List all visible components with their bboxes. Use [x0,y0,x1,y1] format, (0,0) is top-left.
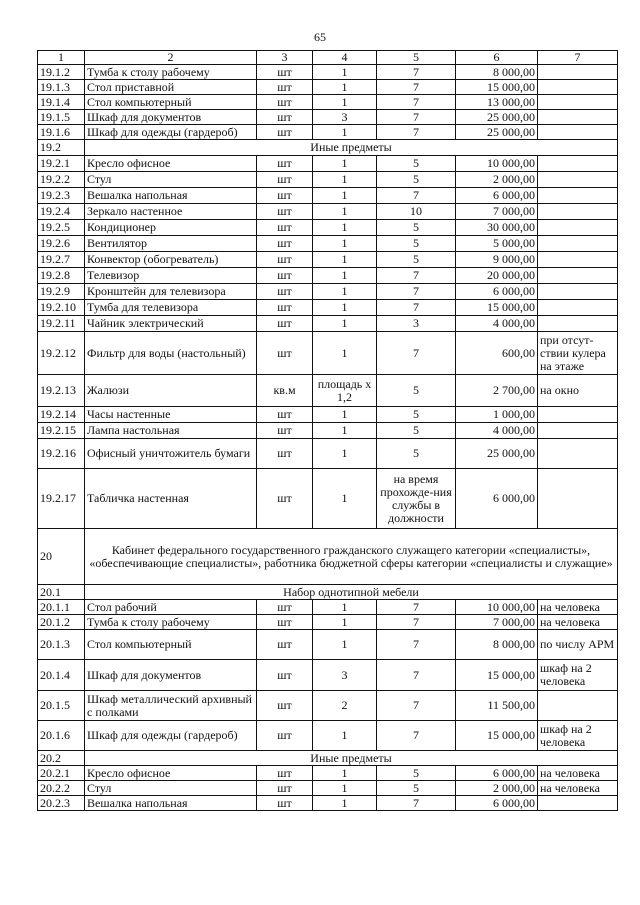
service-life-cell: 7 [377,65,456,80]
service-life-cell: 10 [377,204,456,220]
quantity-cell: 1 [313,332,377,375]
note-cell: на человека [538,615,618,630]
header-cell-6: 6 [456,51,538,65]
table-row [38,407,618,423]
price-cell: 4 000,00 [456,423,538,439]
item-number-cell: 19.2.10 [38,300,85,316]
section-title: Иные предметы [85,751,618,766]
price-cell: 7 000,00 [456,615,538,630]
service-life-cell: 5 [377,220,456,236]
price-cell: 15 000,00 [456,660,538,691]
section-header-row [38,751,618,766]
item-name-cell: Шкаф металлический архивный с полками [85,691,257,721]
category-header-row [38,529,618,585]
service-life-cell: 5 [377,766,456,781]
item-number-cell: 19.2.11 [38,316,85,332]
table-row [38,156,618,172]
note-cell [538,188,618,204]
unit-cell: шт [257,252,313,268]
service-life-cell: 7 [377,268,456,284]
item-number-cell: 20.1.6 [38,721,85,751]
quantity-cell: 1 [313,236,377,252]
quantity-cell: 3 [313,660,377,691]
quantity-cell: 1 [313,469,377,529]
table-row [38,439,618,469]
section-title: Кабинет федерального государственного гражданского служащего категории «специалисты», «обеспечивающие специалисты», работника бюджетной сферы категории «специалисты и служащие» [85,529,618,585]
item-number-cell: 20.2.2 [38,781,85,796]
item-number-cell: 19.2.1 [38,156,85,172]
item-name-cell: Офисный уничтожитель бумаги [85,439,257,469]
item-name-cell: Стул [85,781,257,796]
table-row [38,660,618,691]
unit-cell: шт [257,65,313,80]
header-row [38,51,618,65]
note-cell [538,284,618,300]
item-name-cell: Конвектор (обогреватель) [85,252,257,268]
item-number-cell: 20.1.4 [38,660,85,691]
service-life-cell: 7 [377,284,456,300]
service-life-cell: 7 [377,721,456,751]
unit-cell: шт [257,156,313,172]
section-title: Набор однотипной мебели [85,585,618,600]
note-cell [538,252,618,268]
service-life-cell: 7 [377,80,456,95]
price-cell: 5 000,00 [456,236,538,252]
service-life-cell: 5 [377,156,456,172]
note-cell [538,268,618,284]
item-number-cell: 19.2.13 [38,375,85,407]
price-cell: 2 700,00 [456,375,538,407]
table-row [38,204,618,220]
table-row [38,766,618,781]
item-number-cell: 20.1.5 [38,691,85,721]
price-cell: 600,00 [456,332,538,375]
table-row [38,80,618,95]
item-name-cell: Кресло офисное [85,766,257,781]
item-number-cell: 19.2.6 [38,236,85,252]
table-row [38,781,618,796]
unit-cell: шт [257,721,313,751]
price-cell: 4 000,00 [456,316,538,332]
service-life-cell: 5 [377,423,456,439]
quantity-cell: 1 [313,600,377,615]
quantity-cell: 1 [313,125,377,140]
item-name-cell: Вентилятор [85,236,257,252]
price-cell: 25 000,00 [456,110,538,125]
unit-cell: шт [257,268,313,284]
unit-cell: шт [257,691,313,721]
quantity-cell: 1 [313,630,377,660]
item-name-cell: Зеркало настенное [85,204,257,220]
table-row [38,721,618,751]
table-row [38,615,618,630]
price-cell: 6 000,00 [456,469,538,529]
unit-cell: шт [257,220,313,236]
price-cell: 10 000,00 [456,600,538,615]
table-row [38,630,618,660]
price-cell: 15 000,00 [456,300,538,316]
quantity-cell: 1 [313,721,377,751]
item-name-cell: Кресло офисное [85,156,257,172]
furniture-norms-table [37,50,618,811]
quantity-cell: 1 [313,407,377,423]
table-row [38,125,618,140]
quantity-cell: 1 [313,95,377,110]
header-cell-7: 7 [538,51,618,65]
note-cell [538,220,618,236]
header-cell-2: 2 [85,51,257,65]
item-name-cell: Вешалка напольная [85,796,257,811]
item-name-cell: Фильтр для воды (настольный) [85,332,257,375]
table-row [38,332,618,375]
item-name-cell: Шкаф для документов [85,660,257,691]
unit-cell: шт [257,80,313,95]
table-row [38,252,618,268]
item-name-cell: Шкаф для одежды (гардероб) [85,721,257,751]
service-life-cell: 5 [377,439,456,469]
note-cell [538,204,618,220]
unit-cell: шт [257,204,313,220]
note-cell [538,691,618,721]
unit-cell: шт [257,236,313,252]
note-cell: на человека [538,600,618,615]
table-row [38,65,618,80]
note-cell [538,796,618,811]
quantity-cell: 1 [313,316,377,332]
item-name-cell: Стул [85,172,257,188]
price-cell: 6 000,00 [456,284,538,300]
price-cell: 6 000,00 [456,188,538,204]
note-cell [538,80,618,95]
item-name-cell: Телевизор [85,268,257,284]
unit-cell: шт [257,407,313,423]
quantity-cell: 1 [313,439,377,469]
service-life-cell: 7 [377,300,456,316]
table-row [38,375,618,407]
item-number-cell: 19.2.2 [38,172,85,188]
section-title: Иные предметы [85,140,618,156]
quantity-cell: 1 [313,80,377,95]
unit-cell: шт [257,95,313,110]
item-number-cell: 20.2.3 [38,796,85,811]
item-name-cell: Стол компьютерный [85,95,257,110]
item-number-cell: 19.2.15 [38,423,85,439]
quantity-cell: 1 [313,268,377,284]
note-cell [538,65,618,80]
service-life-cell: 7 [377,615,456,630]
table-row [38,300,618,316]
section-number: 19.2 [38,140,85,156]
unit-cell: шт [257,332,313,375]
quantity-cell: 2 [313,691,377,721]
price-cell: 6 000,00 [456,796,538,811]
item-number-cell: 19.1.4 [38,95,85,110]
section-header-row [38,585,618,600]
item-name-cell: Табличка настенная [85,469,257,529]
unit-cell: шт [257,796,313,811]
quantity-cell: 1 [313,781,377,796]
service-life-cell: 7 [377,188,456,204]
price-cell: 20 000,00 [456,268,538,284]
item-number-cell: 19.2.3 [38,188,85,204]
service-life-cell: 5 [377,375,456,407]
quantity-cell: 1 [313,188,377,204]
unit-cell: шт [257,660,313,691]
header-cell-3: 3 [257,51,313,65]
table-row [38,188,618,204]
note-cell [538,300,618,316]
item-name-cell: Лампа настольная [85,423,257,439]
service-life-cell: 7 [377,110,456,125]
quantity-cell: 1 [313,766,377,781]
note-cell [538,156,618,172]
note-cell [538,95,618,110]
table-row [38,268,618,284]
section-number: 20.2 [38,751,85,766]
service-life-cell: 5 [377,236,456,252]
item-name-cell: Тумба для телевизора [85,300,257,316]
price-cell: 15 000,00 [456,721,538,751]
table-row [38,284,618,300]
unit-cell: шт [257,125,313,140]
unit-cell: шт [257,766,313,781]
note-cell [538,423,618,439]
item-number-cell: 19.2.17 [38,469,85,529]
note-cell [538,439,618,469]
unit-cell: шт [257,600,313,615]
item-name-cell: Тумба к столу рабочему [85,65,257,80]
price-cell: 7 000,00 [456,204,538,220]
service-life-cell: 3 [377,316,456,332]
unit-cell: шт [257,110,313,125]
note-cell [538,407,618,423]
price-cell: 10 000,00 [456,156,538,172]
quantity-cell: площадь х 1,2 [313,375,377,407]
quantity-cell: 1 [313,220,377,236]
price-cell: 25 000,00 [456,439,538,469]
unit-cell: шт [257,300,313,316]
item-number-cell: 19.2.14 [38,407,85,423]
note-cell: на человека [538,766,618,781]
item-name-cell: Стол компьютерный [85,630,257,660]
unit-cell: шт [257,630,313,660]
section-header-row [38,140,618,156]
service-life-cell: 7 [377,660,456,691]
unit-cell: шт [257,439,313,469]
item-name-cell: Шкаф для одежды (гардероб) [85,125,257,140]
item-number-cell: 19.1.2 [38,65,85,80]
table-row [38,172,618,188]
table-row [38,469,618,529]
service-life-cell: 7 [377,332,456,375]
table-row [38,95,618,110]
section-number: 20.1 [38,585,85,600]
unit-cell: кв.м [257,375,313,407]
note-cell: на окно [538,375,618,407]
page-number: 65 [314,30,326,44]
note-cell: при отсут-ствии кулера на этаже [538,332,618,375]
unit-cell: шт [257,316,313,332]
item-number-cell: 19.2.9 [38,284,85,300]
note-cell: по числу АРМ [538,630,618,660]
quantity-cell: 1 [313,204,377,220]
table-row [38,796,618,811]
note-cell: шкаф на 2 человека [538,660,618,691]
price-cell: 2 000,00 [456,781,538,796]
unit-cell: шт [257,423,313,439]
service-life-cell: 7 [377,95,456,110]
quantity-cell: 1 [313,615,377,630]
price-cell: 25 000,00 [456,125,538,140]
quantity-cell: 1 [313,156,377,172]
note-cell [538,236,618,252]
item-name-cell: Стол рабочий [85,600,257,615]
note-cell [538,110,618,125]
unit-cell: шт [257,781,313,796]
price-cell: 1 000,00 [456,407,538,423]
quantity-cell: 1 [313,423,377,439]
note-cell: шкаф на 2 человека [538,721,618,751]
service-life-cell: 7 [377,691,456,721]
price-cell: 13 000,00 [456,95,538,110]
table-row [38,236,618,252]
price-cell: 15 000,00 [456,80,538,95]
service-life-cell: 7 [377,796,456,811]
price-cell: 11 500,00 [456,691,538,721]
item-name-cell: Чайник электрический [85,316,257,332]
note-cell [538,469,618,529]
item-name-cell: Стол приставной [85,80,257,95]
item-number-cell: 19.2.4 [38,204,85,220]
item-number-cell: 20.1.3 [38,630,85,660]
table-row [38,423,618,439]
service-life-cell: 5 [377,172,456,188]
item-number-cell: 20.1.1 [38,600,85,615]
table-row [38,316,618,332]
item-number-cell: 19.2.7 [38,252,85,268]
item-number-cell: 19.2.16 [38,439,85,469]
unit-cell: шт [257,469,313,529]
price-cell: 6 000,00 [456,766,538,781]
item-name-cell: Жалюзи [85,375,257,407]
quantity-cell: 1 [313,172,377,188]
section-number: 20 [38,529,85,585]
price-cell: 30 000,00 [456,220,538,236]
quantity-cell: 1 [313,300,377,316]
item-name-cell: Кронштейн для телевизора [85,284,257,300]
item-name-cell: Кондиционер [85,220,257,236]
note-cell [538,125,618,140]
item-number-cell: 19.1.3 [38,80,85,95]
service-life-cell: 7 [377,630,456,660]
service-life-cell: 5 [377,407,456,423]
service-life-cell: 7 [377,600,456,615]
quantity-cell: 1 [313,284,377,300]
header-cell-1: 1 [38,51,85,65]
note-cell: на человека [538,781,618,796]
note-cell [538,172,618,188]
item-number-cell: 19.1.5 [38,110,85,125]
item-number-cell: 19.2.12 [38,332,85,375]
table-row [38,691,618,721]
table-row [38,600,618,615]
header-cell-5: 5 [377,51,456,65]
price-cell: 8 000,00 [456,65,538,80]
service-life-cell: 5 [377,781,456,796]
item-number-cell: 19.1.6 [38,125,85,140]
unit-cell: шт [257,188,313,204]
header-cell-4: 4 [313,51,377,65]
service-life-cell: 5 [377,252,456,268]
unit-cell: шт [257,172,313,188]
note-cell [538,316,618,332]
item-number-cell: 19.2.8 [38,268,85,284]
quantity-cell: 3 [313,110,377,125]
item-number-cell: 20.2.1 [38,766,85,781]
unit-cell: шт [257,615,313,630]
price-cell: 8 000,00 [456,630,538,660]
item-number-cell: 20.1.2 [38,615,85,630]
quantity-cell: 1 [313,252,377,268]
item-name-cell: Шкаф для документов [85,110,257,125]
quantity-cell: 1 [313,65,377,80]
item-name-cell: Часы настенные [85,407,257,423]
service-life-cell: на время прохожде-ния службы в должности [377,469,456,529]
item-number-cell: 19.2.5 [38,220,85,236]
service-life-cell: 7 [377,125,456,140]
unit-cell: шт [257,284,313,300]
table-row [38,110,618,125]
price-cell: 9 000,00 [456,252,538,268]
price-cell: 2 000,00 [456,172,538,188]
table-row [38,220,618,236]
item-name-cell: Тумба к столу рабочему [85,615,257,630]
item-name-cell: Вешалка напольная [85,188,257,204]
quantity-cell: 1 [313,796,377,811]
